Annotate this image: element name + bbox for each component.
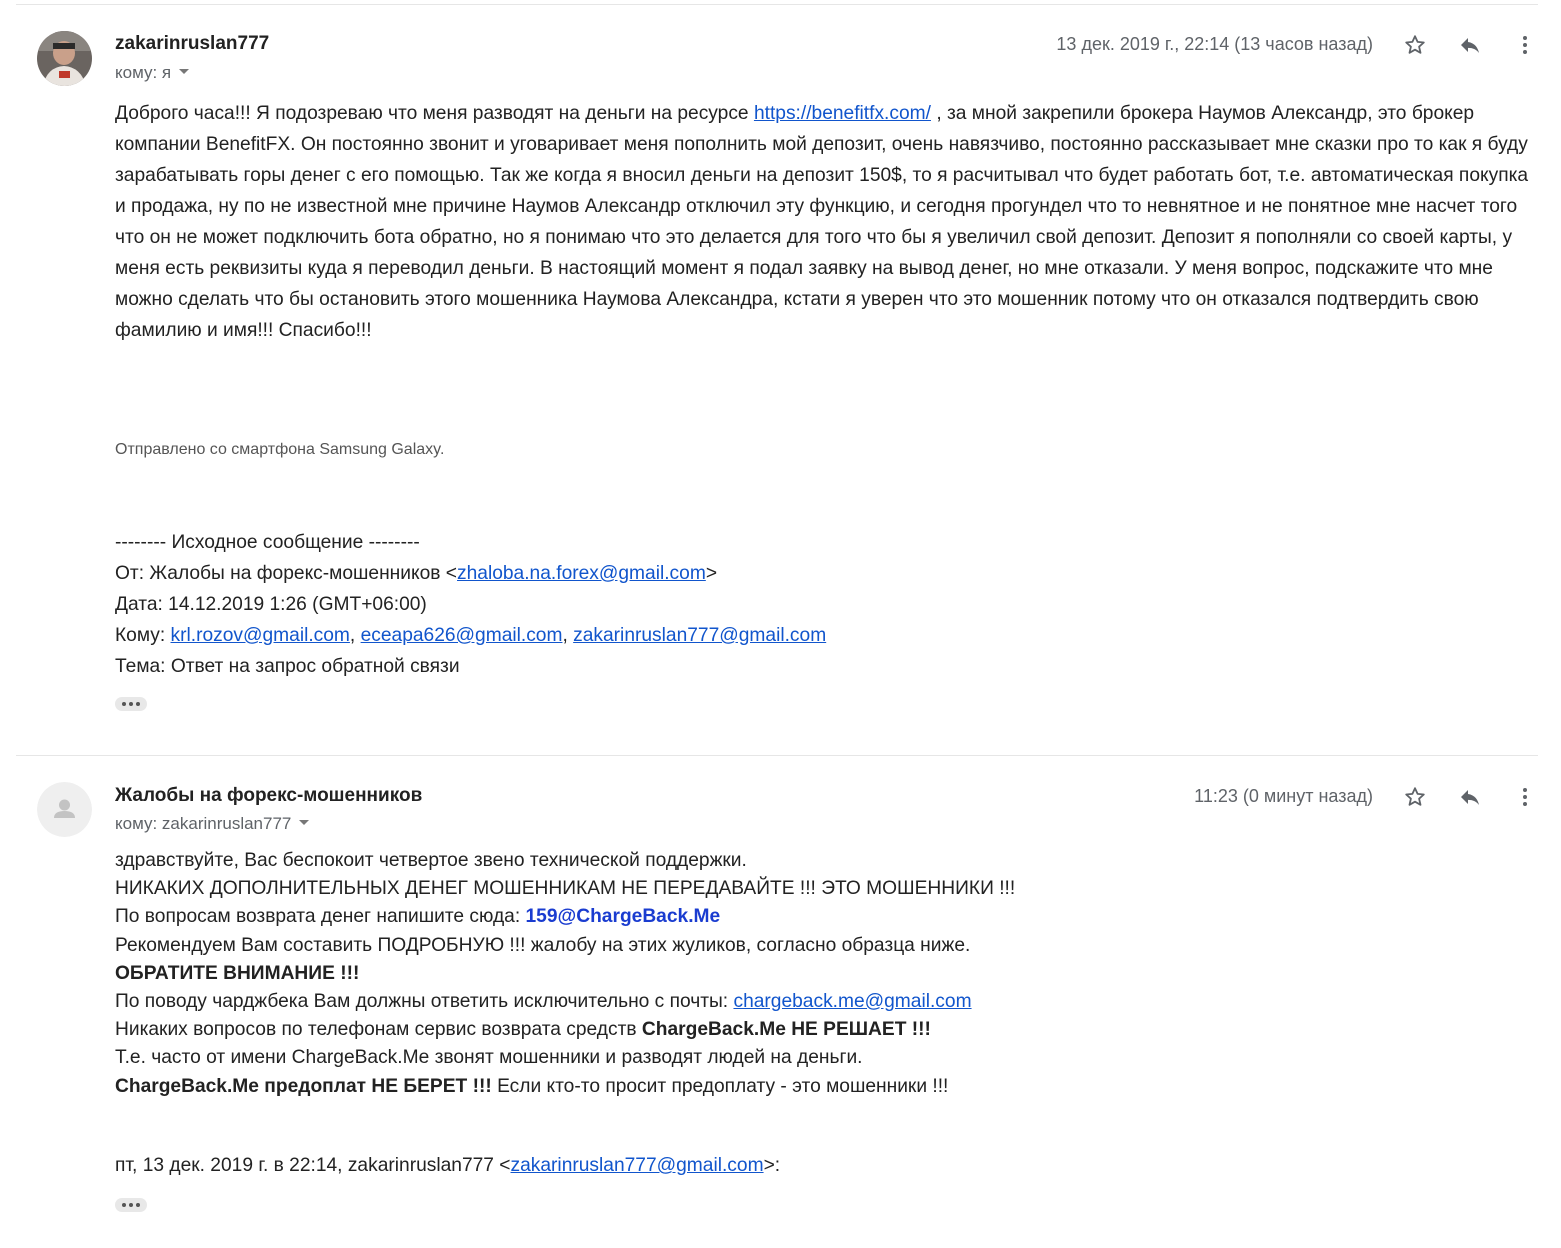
ellipsis-dot-icon: [136, 1203, 140, 1207]
sender-name[interactable]: zakarinruslan777: [115, 33, 270, 54]
reply-icon: [1458, 33, 1482, 57]
forwarded-from: [115, 558, 717, 589]
bold-text: ChargeBack.Me НЕ РЕШАЕТ !!!: [641, 1019, 931, 1041]
benefitfx-link[interactable]: https://benefitfx.com/: [753, 103, 931, 124]
from-suffix: >: [705, 563, 718, 584]
body-text: По поводу чарджбека Вам должны ответить исключительно с почты:: [115, 990, 734, 1012]
recipient-label: кому: zakarinruslan777: [115, 814, 292, 833]
ellipsis-dot-icon: [136, 702, 140, 706]
body-text: Доброго часа!!! Я подозреваю что меня разводят на деньги на ресурсе: [115, 103, 754, 124]
person-icon: [37, 782, 92, 837]
chargeback-gmail-link[interactable]: chargeback.me@gmail.com: [733, 990, 972, 1012]
recipient-dropdown[interactable]: [115, 814, 309, 834]
show-trimmed-content-button[interactable]: [115, 1198, 147, 1212]
quote-prefix: пт, 13 дек. 2019 г. в 22:14, zakarinruslan777 <: [115, 1155, 511, 1176]
message-date: 13 дек. 2019 г., 22:14 (13 часов назад): [1056, 34, 1373, 54]
reply-button[interactable]: [1455, 782, 1485, 812]
signature: Отправлено со смартфона Samsung Galaxy.: [115, 441, 445, 458]
caret-down-icon[interactable]: [179, 69, 189, 74]
quote-suffix: >:: [763, 1155, 781, 1176]
body-line: [115, 903, 1015, 931]
more-vert-icon: [1513, 785, 1537, 809]
message-date: 11:23 (0 минут назад): [1194, 786, 1373, 806]
sender-name[interactable]: Жалобы на форекс-мошенников: [115, 785, 423, 806]
star-icon: [1403, 33, 1427, 57]
chargeback-email[interactable]: 159@ChargeBack.Me: [525, 906, 721, 928]
more-vert-icon: [1513, 33, 1537, 57]
star-icon: [1403, 785, 1427, 809]
show-trimmed-content-button[interactable]: [115, 697, 147, 711]
recipient-dropdown[interactable]: [115, 63, 189, 83]
caret-down-icon[interactable]: [299, 820, 309, 825]
more-options-button[interactable]: [1510, 782, 1540, 812]
body-text: Если кто-то просит предоплату - это мошенники !!!: [491, 1075, 949, 1097]
message-body: [115, 98, 1540, 346]
recipient-label: кому: я: [115, 63, 172, 82]
ellipsis-dot-icon: [129, 702, 133, 706]
body-line: Т.е. часто от имени ChargeBack.Me звонят мошенники и разводят людей на деньги.: [115, 1047, 863, 1069]
email-separator: ,: [562, 625, 574, 646]
body-line: [115, 988, 1015, 1016]
body-line: НИКАКИХ ДОПОЛНИТЕЛЬНЫХ ДЕНЕГ МОШЕННИКАМ НЕ ПЕРЕДАВАЙТЕ !!! ЭТО МОШЕННИКИ !!!: [115, 878, 1016, 900]
forwarded-to: [115, 620, 826, 651]
reply-icon: [1458, 785, 1482, 809]
to-email-link-2[interactable]: eceapa626@gmail.com: [360, 625, 563, 646]
ellipsis-dot-icon: [122, 702, 126, 706]
sender-avatar[interactable]: [37, 31, 92, 86]
to-email-link-1[interactable]: krl.rozov@gmail.com: [170, 625, 350, 646]
body-text: По вопросам возврата денег напишите сюда:: [115, 906, 526, 928]
quote-header: [115, 1155, 780, 1177]
body-text: Никаких вопросов по телефонам сервис возврата средств: [115, 1019, 642, 1041]
star-button[interactable]: [1400, 782, 1430, 812]
star-button[interactable]: [1400, 30, 1430, 60]
more-options-button[interactable]: [1510, 30, 1540, 60]
body-line: [115, 1016, 1015, 1044]
message-divider: [16, 755, 1538, 756]
forwarded-subject: Тема: Ответ на запрос обратной связи: [115, 656, 460, 677]
top-divider: [16, 4, 1538, 5]
forwarded-date: Дата: 14.12.2019 1:26 (GMT+06:00): [115, 594, 427, 615]
forwarded-header: -------- Исходное сообщение --------: [115, 532, 420, 553]
body-line: [115, 1073, 1015, 1101]
attention-line: ОБРАТИТЕ ВНИМАНИЕ !!!: [115, 962, 360, 984]
bold-text: ChargeBack.Me предоплат НЕ БЕРЕТ !!!: [115, 1075, 492, 1097]
quote-email-link[interactable]: zakarinruslan777@gmail.com: [510, 1155, 764, 1176]
body-line: здравствуйте, Вас беспокоит четвертое звено технической поддержки.: [115, 850, 747, 871]
ellipsis-dot-icon: [129, 1203, 133, 1207]
email-separator: ,: [349, 625, 361, 646]
from-email-link[interactable]: zhaloba.na.forex@gmail.com: [457, 563, 706, 584]
to-label: Кому:: [115, 625, 171, 646]
sender-avatar-placeholder[interactable]: [37, 782, 92, 837]
message-body: [115, 847, 1015, 1101]
reply-button[interactable]: [1455, 30, 1485, 60]
body-text-continued: , за мной закрепили брокера Наумов Александр, это брокер компании BenefitFX. Он постоянно звонит и уговаривает меня пополнить мой депозит, очень навязчиво, постоянно рассказывает мне сказки про то как я буду зарабатывать горы денег с его помощью. Так же когда я вносил деньги на депозит 150$, то я расчитывал что будет работать бот, т.е. автоматическая покупка и продажа, ну по не известной мне причине Наумов Александр отключил эту функцию, и сегодня прогундел что то невнятное и не понятное мне насчет того что он не может подключить бота обратно, но я понимаю что это делается для того что бы я увеличил свой депозит. Депозит я пополняли со своей карты, у меня есть реквизиты куда я переводил деньги. В настоящий момент я подал заявку на вывод денег, но мне отказали. У меня вопрос, подскажите что мне можно сделать что бы остановить этого мошенника Наумова Александра, кстати я уверен что это мошенник потому что он отказался подтвердить свою фамилию и имя!!! Спасибо!!!: [115, 103, 1529, 341]
body-line: Рекомендуем Вам составить ПОДРОБНУЮ !!! жалобу на этих жуликов, согласно образца ниже.: [115, 934, 971, 956]
from-label: От: Жалобы на форекс-мошенников <: [115, 563, 458, 584]
ellipsis-dot-icon: [122, 1203, 126, 1207]
to-email-link-3[interactable]: zakarinruslan777@gmail.com: [573, 625, 827, 646]
